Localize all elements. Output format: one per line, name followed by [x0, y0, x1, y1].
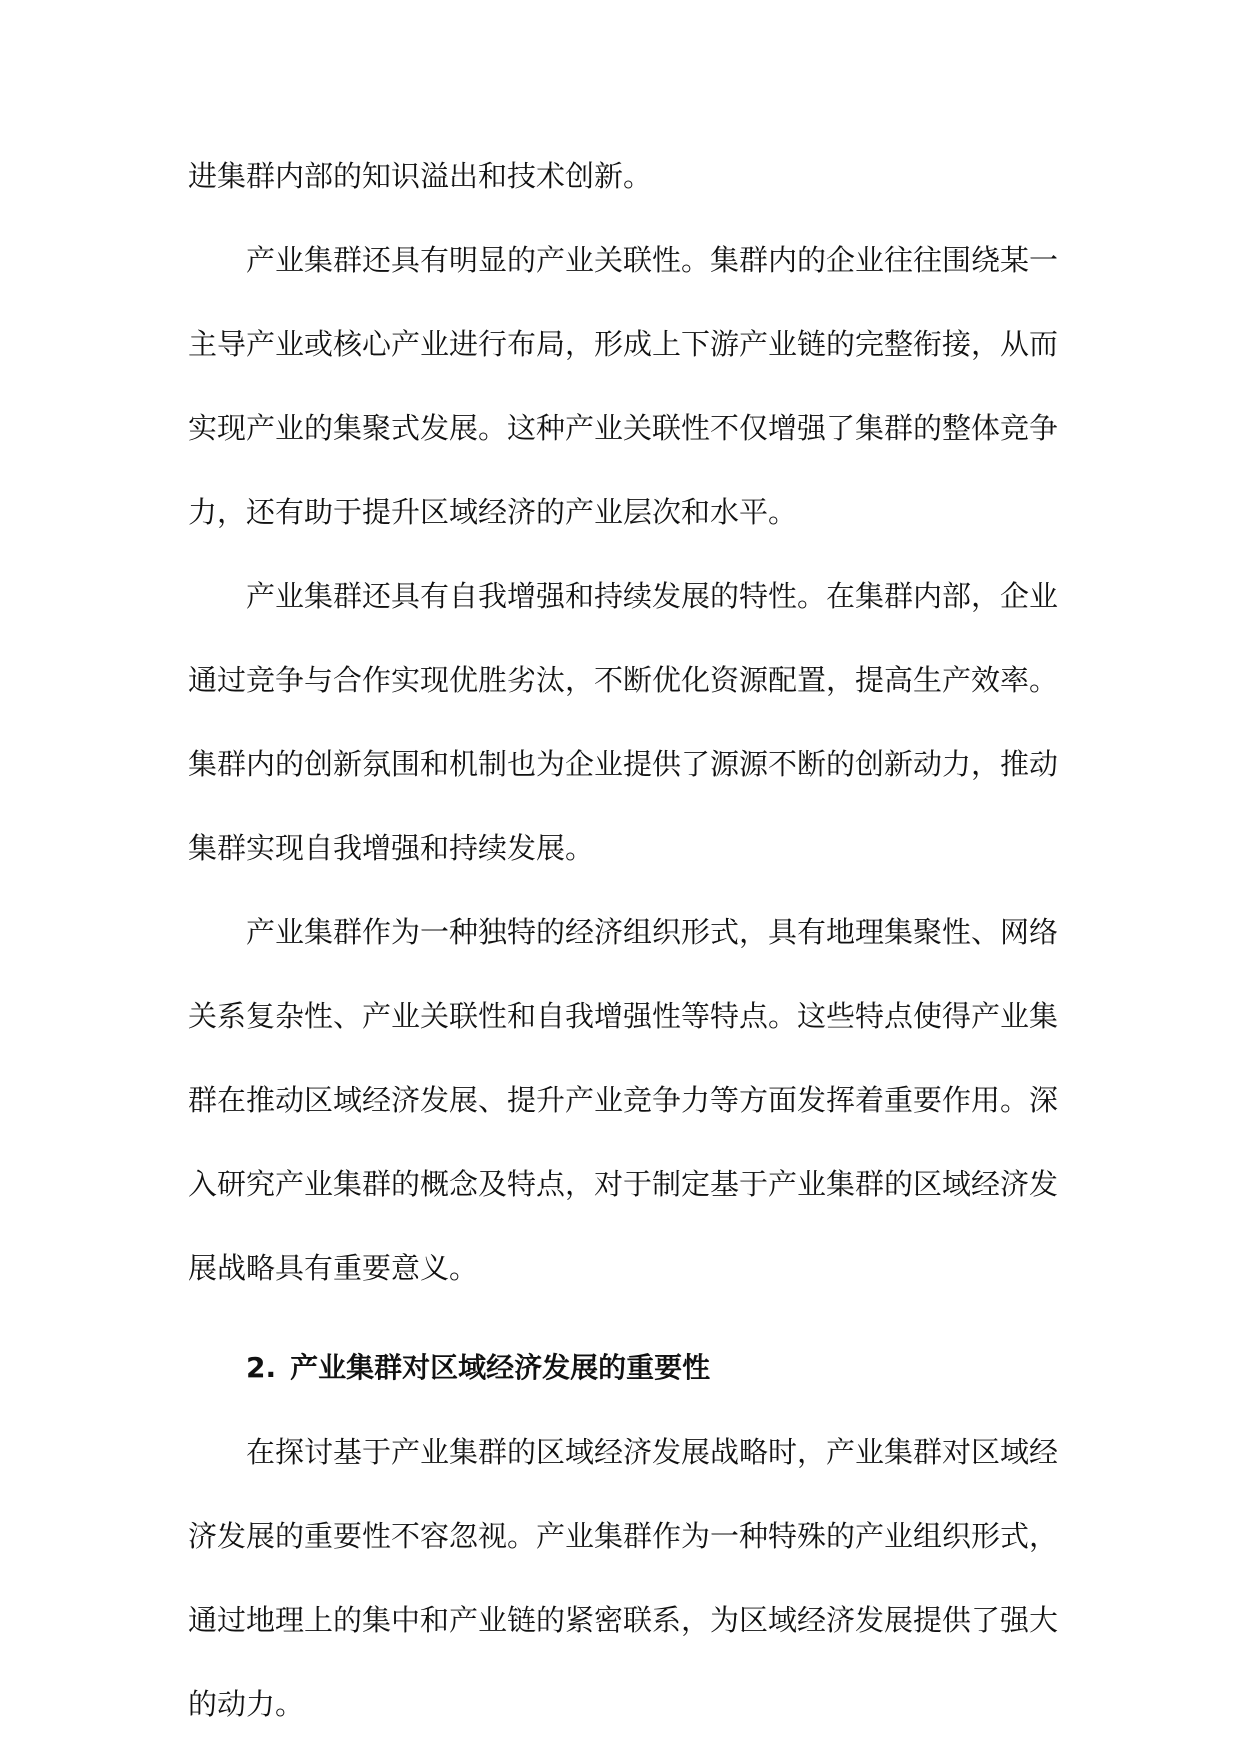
- paragraph-1-line-1: 进集群内部的知识溢出和技术创新。: [188, 159, 653, 193]
- paragraph-5-line-1: 在探讨基于产业集群的区域经济发展战略时，产业集群对区域经: [246, 1435, 1058, 1469]
- paragraph-5-line-2: 济发展的重要性不容忽视。产业集群作为一种特殊的产业组织形式，: [188, 1519, 1058, 1553]
- paragraph-3-line-1: 产业集群还具有自我增强和持续发展的特性。在集群内部，企业: [246, 579, 1058, 613]
- paragraph-4-line-4: 入研究产业集群的概念及特点，对于制定基于产业集群的区域经济发: [188, 1167, 1058, 1201]
- paragraph-4-line-3: 群在推动区域经济发展、提升产业竞争力等方面发挥着重要作用。深: [188, 1083, 1058, 1117]
- section-title: 产业集群对区域经济发展的重要性: [290, 1351, 711, 1384]
- paragraph-5-line-3: 通过地理上的集中和产业链的紧密联系，为区域经济发展提供了强大: [188, 1603, 1058, 1637]
- paragraph-5-line-4: 的动力。: [188, 1687, 305, 1721]
- paragraph-3-line-4: 集群实现自我增强和持续发展。: [188, 831, 595, 865]
- paragraph-2-line-2: 主导产业或核心产业进行布局，形成上下游产业链的完整衔接，从而: [188, 327, 1058, 361]
- paragraph-3-line-3: 集群内的创新氛围和机制也为企业提供了源源不断的创新动力，推动: [188, 747, 1058, 781]
- paragraph-4-line-5: 展战略具有重要意义。: [188, 1251, 479, 1285]
- paragraph-4-line-2: 关系复杂性、产业关联性和自我增强性等特点。这些特点使得产业集: [188, 999, 1058, 1033]
- paragraph-4-line-1: 产业集群作为一种独特的经济组织形式，具有地理集聚性、网络: [246, 915, 1058, 949]
- section-heading: [246, 1344, 1058, 1392]
- section-number: 2.: [246, 1351, 277, 1384]
- paragraph-2-line-4: 力，还有助于提升区域经济的产业层次和水平。: [188, 495, 798, 529]
- paragraph-3-line-2: 通过竞争与合作实现优胜劣汰，不断优化资源配置，提高生产效率。: [188, 663, 1058, 697]
- paragraph-2-line-1: 产业集群还具有明显的产业关联性。集群内的企业往往围绕某一: [246, 243, 1058, 277]
- paragraph-2-line-3: 实现产业的集聚式发展。这种产业关联性不仅增强了集群的整体竞争: [188, 411, 1058, 445]
